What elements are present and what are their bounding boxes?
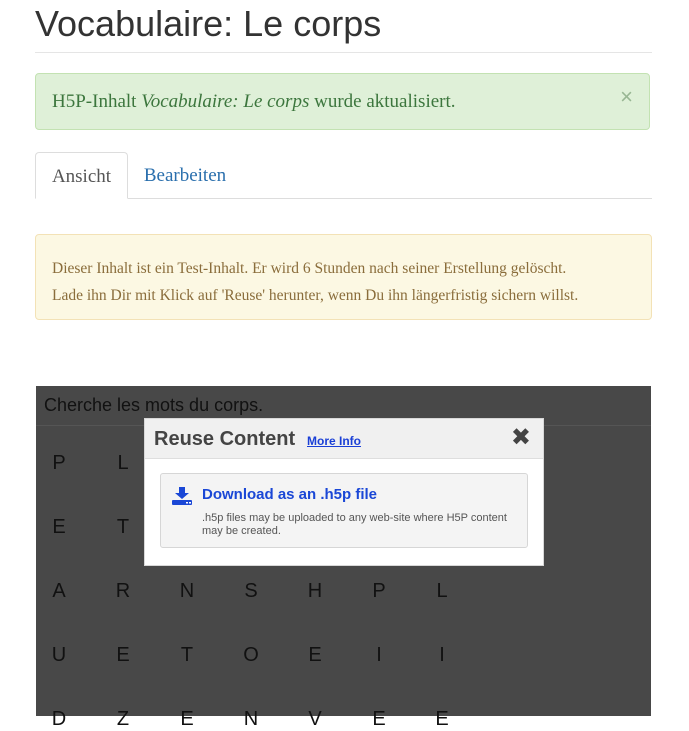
dialog-header (145, 419, 543, 459)
grid-letter[interactable]: E (116, 644, 130, 666)
success-alert (35, 73, 650, 130)
grid-letter[interactable]: E (372, 708, 386, 730)
grid-letter[interactable]: T (180, 644, 194, 666)
grid-letter[interactable]: E (52, 516, 66, 538)
download-description: .h5p files may be uploaded to any web-site where H5P content may be created. (202, 512, 507, 537)
close-icon[interactable]: × (620, 84, 633, 109)
grid-letter[interactable]: T (116, 516, 130, 538)
grid-letter[interactable]: Z (116, 708, 130, 730)
grid-letter[interactable]: I (439, 644, 445, 666)
page-title: Vocabulaire: Le corps (35, 3, 382, 44)
grid-letter[interactable]: U (51, 644, 67, 666)
tab-bar (35, 152, 652, 199)
grid-letter[interactable]: E (180, 708, 194, 730)
dialog-title: Reuse Content (154, 428, 296, 450)
tab-edit[interactable]: Bearbeiten (143, 165, 227, 186)
download-h5p-button[interactable] (160, 473, 528, 548)
close-icon[interactable]: ✖ (510, 424, 531, 451)
grid-letter[interactable]: L (436, 580, 448, 602)
grid-letter[interactable]: P (372, 580, 386, 602)
grid-letter[interactable]: D (51, 708, 67, 730)
warning-line-1: Dieser Inhalt ist ein Test-Inhalt. Er wird 6 Stunden nach seiner Erstellung gelöscht. (52, 260, 567, 277)
success-alert-content-name: Vocabulaire: Le corps (141, 91, 310, 112)
grid-letter[interactable]: E (435, 708, 449, 730)
tab-view[interactable]: Ansicht (35, 152, 128, 199)
h5p-task-prompt: Cherche les mots du corps. (36, 386, 651, 426)
grid-letter[interactable]: L (117, 452, 129, 474)
grid-letter[interactable]: O (243, 644, 259, 666)
grid-letter[interactable]: E (308, 644, 322, 666)
grid-letter[interactable]: V (308, 708, 322, 730)
grid-letter[interactable]: I (376, 644, 382, 666)
grid-letter[interactable]: S (244, 580, 258, 602)
grid-letter[interactable]: R (115, 580, 131, 602)
grid-letter[interactable]: N (243, 708, 259, 730)
warning-alert (35, 234, 652, 320)
title-divider (35, 52, 652, 53)
grid-letter[interactable]: A (52, 580, 66, 602)
grid-letter[interactable]: N (179, 580, 195, 602)
download-icon (172, 487, 192, 505)
success-alert-prefix: H5P-Inhalt (52, 91, 142, 112)
more-info-link[interactable]: More Info (307, 434, 361, 448)
reuse-content-dialog (144, 418, 544, 566)
grid-letter[interactable]: P (52, 452, 66, 474)
grid-letter[interactable]: H (307, 580, 323, 602)
success-alert-suffix: wurde aktualisiert. (309, 91, 456, 112)
warning-line-2: Lade ihn Dir mit Klick auf 'Reuse' herunter, wenn Du ihn längerfristig sichern willst. (52, 287, 579, 304)
download-label: Download as an .h5p file (202, 486, 378, 503)
